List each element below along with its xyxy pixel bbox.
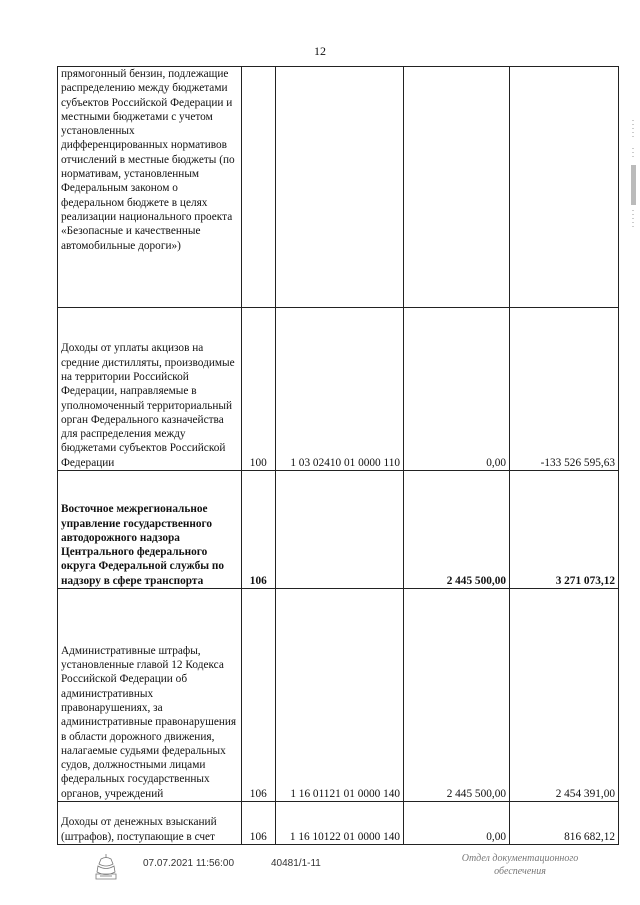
table-row bbox=[58, 471, 619, 589]
scan-edge-marks bbox=[629, 120, 637, 230]
row-code-cell bbox=[275, 67, 403, 308]
row-name-cell: Административные штрафы, установленные главой 12 Кодекса Российской Федерации об административных правонарушениях, за административные правонарушения в области дорожного движения, налагаемые судьями федеральных судов, должностными лицами федеральных государственных органов, учреждений bbox=[58, 589, 242, 802]
row-plan-cell: 2 445 500,00 bbox=[404, 589, 510, 802]
row-exec-cell: 2 454 391,00 bbox=[510, 589, 619, 802]
page-number: 12 bbox=[314, 44, 326, 58]
table-row bbox=[58, 589, 619, 802]
row-plan-cell bbox=[404, 67, 510, 308]
footer-department bbox=[440, 852, 600, 878]
row-code-cell: 1 16 01121 01 0000 140 bbox=[275, 589, 403, 802]
row-admin-cell: 106 bbox=[241, 589, 275, 802]
budget-table bbox=[57, 66, 619, 845]
emblem-stamp-icon bbox=[92, 852, 120, 882]
row-plan-cell: 0,00 bbox=[404, 802, 510, 845]
footer-date: 07.07.2021 11:56:00 bbox=[143, 858, 235, 869]
row-admin-cell: 106 bbox=[241, 802, 275, 845]
row-exec-cell: 3 271 073,12 bbox=[510, 471, 619, 589]
table-row bbox=[58, 308, 619, 471]
row-code-cell: 1 16 10122 01 0000 140 bbox=[275, 802, 403, 845]
row-exec-cell: -133 526 595,63 bbox=[510, 308, 619, 471]
footer-department-line1: Отдел документационного bbox=[461, 853, 579, 864]
row-name-cell: Восточное межрегиональное управление государственного автодорожного надзора Центрального федерального округа Федеральной службы по надзору в сфере транспорта bbox=[58, 471, 242, 589]
row-admin-cell: 100 bbox=[241, 308, 275, 471]
row-exec-cell bbox=[510, 67, 619, 308]
row-admin-cell bbox=[241, 67, 275, 308]
table-row bbox=[58, 802, 619, 845]
row-admin-cell: 106 bbox=[241, 471, 275, 589]
footer-department-line2: обеспечения bbox=[494, 866, 546, 877]
row-name-cell: Доходы от денежных взысканий (штрафов), поступающие в счет bbox=[58, 802, 242, 845]
row-name-cell: прямогонный бензин, подлежащие распределению между бюджетами субъектов Российской Федерации и местными бюджетами с учетом установленных дифференцированных нормативов отчислений в местные бюджеты (по нормативам, установленным Федеральным законом о федеральном бюджете в целях реализации национального проекта «Безопасные и качественные автомобильные дороги») bbox=[58, 67, 242, 308]
row-name-cell: Доходы от уплаты акцизов на средние дистилляты, производимые на территории Российской Федерации, направляемые в уполномоченный территориальный орган Федерального казначейства для распределения между бюджетами субъектов Российской Федерации bbox=[58, 308, 242, 471]
row-code-cell bbox=[275, 471, 403, 589]
table-row bbox=[58, 67, 619, 308]
row-plan-cell: 0,00 bbox=[404, 308, 510, 471]
row-exec-cell: 816 682,12 bbox=[510, 802, 619, 845]
row-code-cell: 1 03 02410 01 0000 110 bbox=[275, 308, 403, 471]
row-plan-cell: 2 445 500,00 bbox=[404, 471, 510, 589]
footer-doc-number: 40481/1-11 bbox=[271, 858, 321, 869]
